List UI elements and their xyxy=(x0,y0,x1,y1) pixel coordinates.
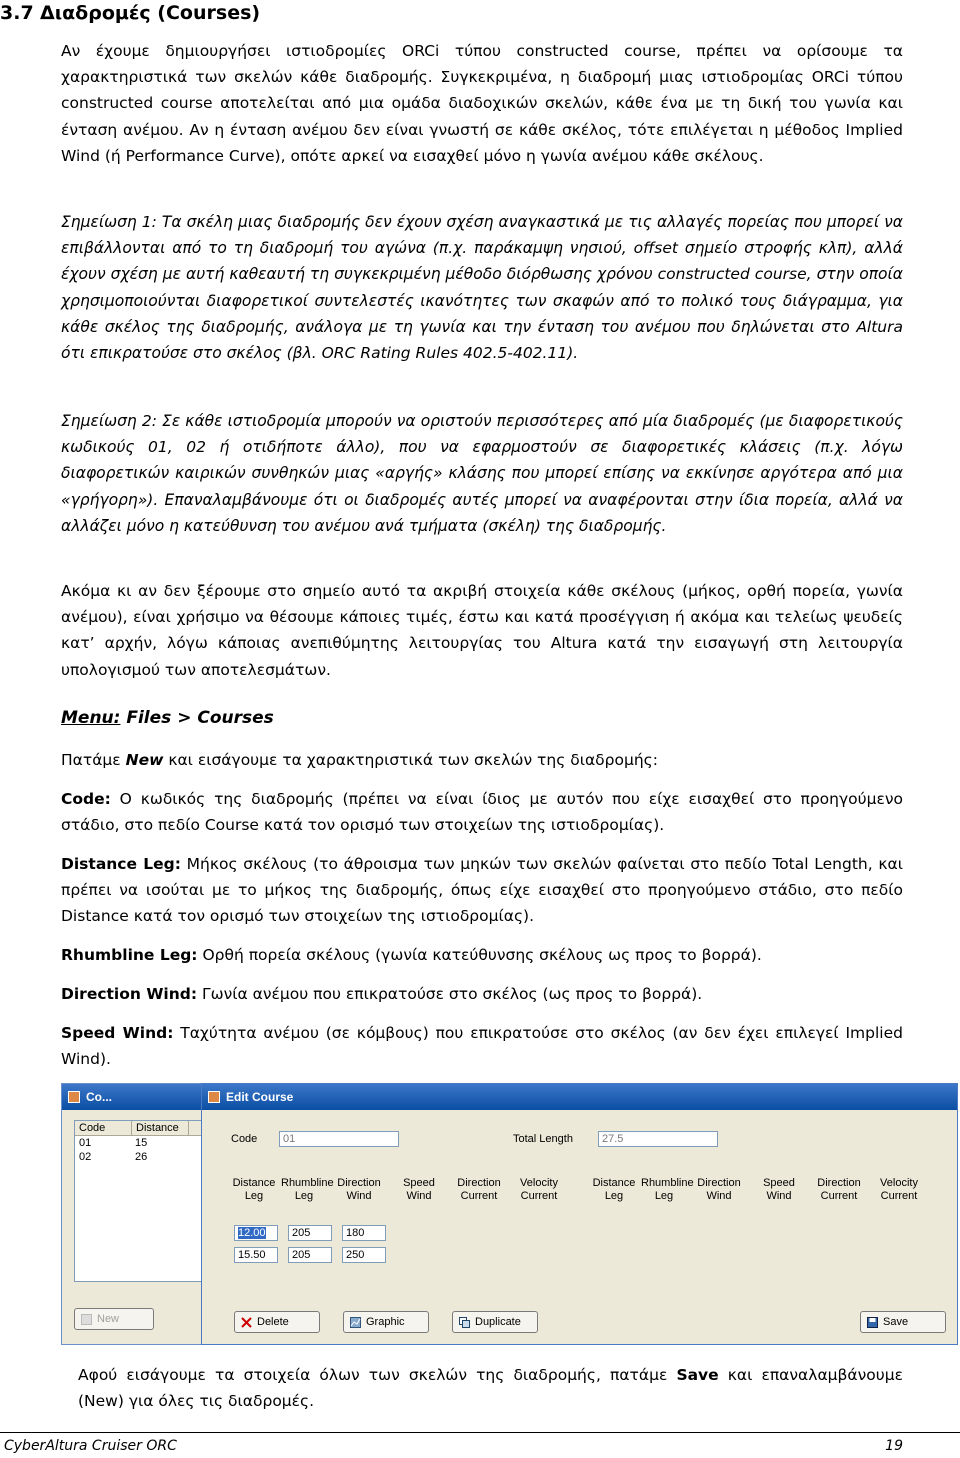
caption-bold: Save xyxy=(676,1366,719,1384)
def-term: Distance Leg: xyxy=(61,855,181,873)
col-rhumbline-leg: Rhumbline Leg xyxy=(281,1177,334,1202)
list-cell: 15 xyxy=(135,1137,148,1149)
footer-title: CyberAltura Cruiser ORC xyxy=(4,1438,177,1454)
courses-list[interactable] xyxy=(74,1120,216,1282)
list-item[interactable] xyxy=(75,1150,215,1164)
menu-path-text: Files > Courses xyxy=(120,708,274,728)
edit-course-window xyxy=(201,1083,958,1345)
new-pre: Πατάμε xyxy=(61,751,126,769)
duplicate-icon xyxy=(459,1317,470,1328)
col-direction-current: Direction Current xyxy=(457,1177,501,1202)
def-text: Ορθή πορεία σκέλους (γωνία κατεύθυνσης σκέλους ως προς το βορρά). xyxy=(197,946,762,964)
leg1-distance-field[interactable]: 12.00 xyxy=(234,1225,278,1241)
new-post: και εισάγουμε τα χαρακτηριστικά των σκελών της διαδρομής: xyxy=(163,751,658,769)
col-speed-wind-2: Speed Wind xyxy=(763,1177,795,1202)
col-direction-wind: Direction Wind xyxy=(337,1177,381,1202)
col-speed-wind: Speed Wind xyxy=(403,1177,435,1202)
col-distance-leg: Distance Leg xyxy=(232,1177,276,1202)
screenshot-caption xyxy=(78,1362,903,1414)
col-code[interactable]: Code xyxy=(75,1121,132,1135)
col-distance-leg-2: Distance Leg xyxy=(592,1177,636,1202)
def-rhumbline-leg xyxy=(61,942,903,968)
app-icon xyxy=(68,1091,80,1103)
col-direction-wind-2: Direction Wind xyxy=(697,1177,741,1202)
new-bold: New xyxy=(125,751,164,769)
note-2-paragraph xyxy=(61,408,903,539)
app-screenshot xyxy=(61,1083,958,1348)
caption-post: και επαναλαμβάνουμε (New) για όλες τις διαδρομές. xyxy=(78,1366,903,1411)
new-paragraph xyxy=(61,747,903,773)
def-term: Rhumbline Leg: xyxy=(61,946,198,964)
duplicate-button[interactable] xyxy=(452,1311,538,1333)
def-text: Μήκος σκέλους (το άθροισμα των μηκών των σκελών φαίνεται στο πεδίο Total Length, και πρέπει να ισούται με το μήκος της διαδρομής, όπως είχε εισαχθεί στο προηγούμενο στάδιο, στο πεδίο Distance κατά τον ορισμό των στοιχείων της ιστιοδρομίας). xyxy=(61,855,903,926)
save-icon xyxy=(867,1317,878,1328)
edit-course-titlebar xyxy=(202,1084,957,1110)
delete-button[interactable] xyxy=(234,1311,320,1333)
def-speed-wind xyxy=(61,1020,903,1072)
values-paragraph: Ακόμα κι αν δεν ξέρουμε στο σημείο αυτό τα ακριβή στοιχεία κάθε σκέλους (μήκος, ορθή πορεία, γωνία ανέμου), είναι χρήσιμο να θέσουμε κάποιες τιμές, έστω και κατά προσέγγιση ή ακόμα και τελείως ψευδείς κατ’ αρχήν, λόγω κάποιας ανεπιθύμητης λειτουργίας του Altura κατά την εισαγωγή στη λειτουργία υπολογισμού των αποτελεσμάτων. xyxy=(61,582,903,679)
new-button[interactable] xyxy=(74,1308,154,1330)
total-length-label: Total Length xyxy=(513,1133,573,1145)
caption-pre: Αφού εισάγουμε τα στοιχεία όλων των σκελών της διαδρομής, πατάμε xyxy=(78,1366,677,1384)
total-length-field: 27.5 xyxy=(598,1131,718,1147)
app-icon xyxy=(208,1091,220,1103)
graphic-button[interactable] xyxy=(343,1311,429,1333)
def-term: Speed Wind: xyxy=(61,1024,174,1042)
graphic-icon xyxy=(350,1317,361,1328)
section-title: Διαδρομές (Courses) xyxy=(40,2,261,24)
note-2-italic-rest: Επαναλαμβάνουμε ότι οι διαδρομές αυτές μπορεί να αναφέρονται στην ίδια πορεία, αλλά να αλλάζει μόνο η κατεύθυνση του ανέμου ανά τμήματα (σκέλη) της διαδρομής. xyxy=(61,490,903,535)
list-cell: 01 xyxy=(79,1137,92,1149)
col-velocity-current: Velocity Current xyxy=(520,1177,558,1202)
def-term: Direction Wind: xyxy=(61,985,198,1003)
menu-path xyxy=(61,708,274,728)
code-field[interactable]: 01 xyxy=(279,1131,399,1147)
code-label: Code xyxy=(231,1133,258,1145)
delete-label: Delete xyxy=(257,1316,289,1328)
page-number: 19 xyxy=(885,1438,903,1454)
list-item[interactable] xyxy=(75,1136,215,1150)
leg1-rhumbline-field[interactable]: 205 xyxy=(288,1225,332,1241)
def-distance-leg xyxy=(61,851,903,930)
def-text: Γωνία ανέμου που επικρατούσε στο σκέλος (ως προς το βορρά). xyxy=(197,985,703,1003)
def-direction-wind xyxy=(61,981,903,1007)
note-1-paragraph: Σημείωση 1: Τα σκέλη μιας διαδρομής δεν έχουν σχέση αναγκαστικά με τις αλλαγές πορείας που μπορεί να επιβάλλονται από το τη διαδρομή του αγώνα (π.χ. παράκαμψη νησιού, offset σημείο στροφής κλπ), αλλά έχουν σχέση με αυτή καθεαυτή τη συγκεκριμένη μέθοδο διόρθωσης χρόνου constructed course, στην οποία χρησιμοποιούνται διαφορετικοί συντελεστές ικανότητες των σκαφών από το πολικό τους διάγραμμα, για κάθε σκέλος της διαδρομής, ανάλογα με τη γωνία και την ένταση του ανέμου που δηλώνεται στο Altura ότι επικρατούσε στο σκέλος (βλ. ORC Rating Rules 402.5-402.11). xyxy=(61,213,903,363)
leg1-direction-wind-field[interactable]: 180 xyxy=(342,1225,386,1241)
section-heading xyxy=(0,2,260,24)
def-text: Ταχύτητα ανέμου (σε κόμβους) που επικρατούσε στο σκέλος (αν δεν έχει επιλεγεί Implied Wind). xyxy=(61,1024,903,1069)
save-button[interactable] xyxy=(860,1311,946,1333)
intro-paragraph: Αν έχουμε δημιουργήσει ιστιοδρομίες ORCi τύπου constructed course, πρέπει να ορίσουμε τα χαρακτηριστικά των σκελών κάθε διαδρομής. Συγκεκριμένα, η διαδρομή μιας ιστιοδρομίας ORCi τύπου constructed course αποτελείται από μια ομάδα διαδοχικών σκελών, κάθε ένα με τη δική του γωνία και ένταση ανέμου. Αν η ένταση ανέμου δεν είναι γνωστή σε κάθε σκέλος, τότε επιλέγεται η μέθοδος Implied Wind (ή Performance Curve), οπότε αρκεί να εισαχθεί μόνο η γωνία ανέμου κάθε σκέλους. xyxy=(61,42,903,165)
col-distance[interactable]: Distance xyxy=(132,1121,189,1135)
graphic-label: Graphic xyxy=(366,1316,405,1328)
col-direction-current-2: Direction Current xyxy=(817,1177,861,1202)
list-cell: 26 xyxy=(135,1151,148,1163)
def-code xyxy=(61,786,903,838)
duplicate-label: Duplicate xyxy=(475,1316,521,1328)
list-cell: 02 xyxy=(79,1151,92,1163)
save-label: Save xyxy=(883,1316,909,1328)
leg2-distance-field[interactable]: 15.50 xyxy=(234,1247,278,1263)
courses-title: Co... xyxy=(86,1090,112,1104)
def-term: Code: xyxy=(61,790,111,808)
menu-label: Menu: xyxy=(61,708,121,728)
leg2-rhumbline-field[interactable]: 205 xyxy=(288,1247,332,1263)
edit-course-title: Edit Course xyxy=(226,1090,294,1104)
leg2-direction-wind-field[interactable]: 250 xyxy=(342,1247,386,1263)
delete-icon xyxy=(241,1317,252,1328)
section-number: 3.7 xyxy=(0,2,34,24)
new-icon xyxy=(81,1314,92,1325)
col-velocity-current-2: Velocity Current xyxy=(880,1177,918,1202)
note-2-italic: Σημείωση 2: Σε κάθε ιστιοδρομία μπορούν να οριστούν περισσότερες από μία διαδρομές (με διαφορετικούς κωδικούς 01, 02 ή οτιδήποτε άλλο), που να εφαρμοστούν σε διαφορετικές κλάσεις (π.χ. λόγω διαφορετικών καιρικών συνθηκών μιας «αργής» κλάσης που μπορεί επίσης να εκκίνησε αργότερα από μια «γρήγορη»). xyxy=(61,412,903,509)
courses-list-header xyxy=(75,1121,215,1136)
def-text: Ο κωδικός της διαδρομής (πρέπει να είναι ίδιος με αυτόν που είχε εισαχθεί στο προηγούμενο στάδιο, στο πεδίο Course κατά τον ορισμό των στοιχείων της ιστιοδρομίας). xyxy=(61,790,903,835)
new-label: New xyxy=(97,1313,120,1325)
col-rhumbline-leg-2: Rhumbline Leg xyxy=(641,1177,694,1202)
footer-rule xyxy=(0,1432,960,1433)
